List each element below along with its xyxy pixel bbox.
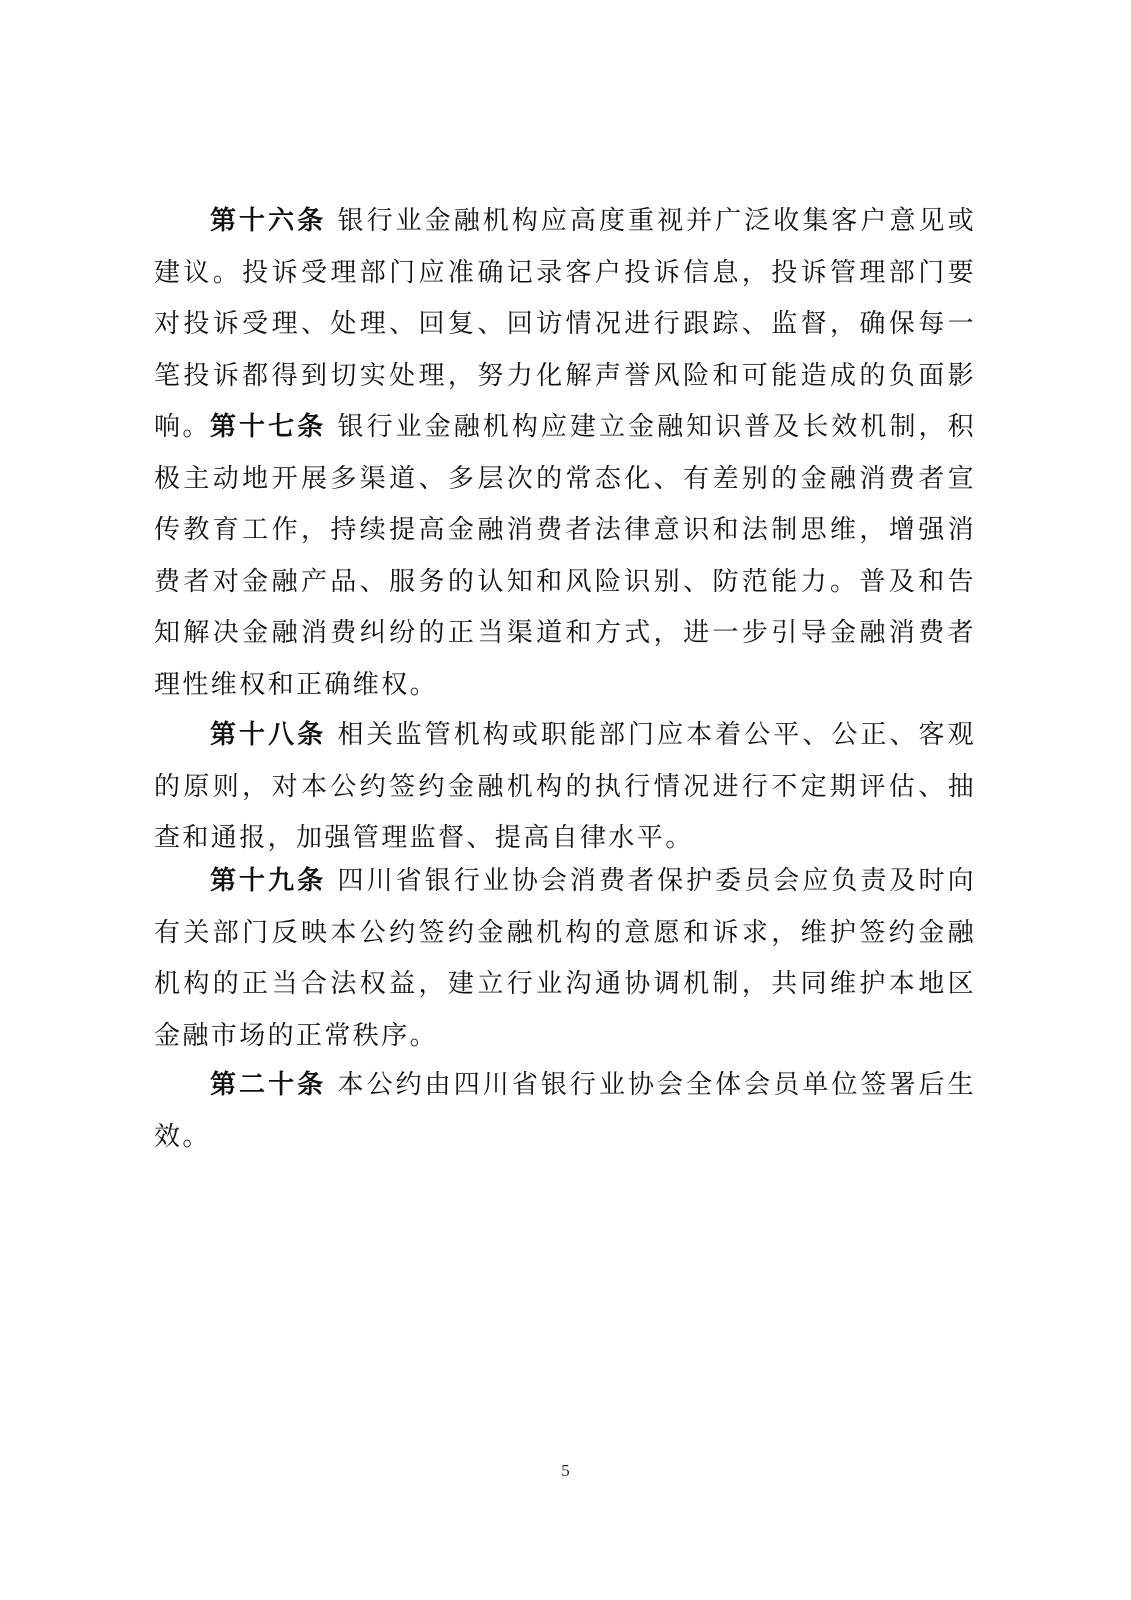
article-19-body: 四川省银行业协会消费者保护委员会应负责及时向有关部门反映本公约签约金融机构的意愿和诉求，维护签约金融机构的正当合法权益，建立行业沟通协调机制，共同维护本地区金融市场的正常秩序。: [154, 866, 976, 1051]
page-number: 5: [561, 1461, 570, 1480]
article-20: [154, 1060, 976, 1163]
article-20-heading: 第二十条: [210, 1070, 327, 1100]
article-18-body: 相关监管机构或职能部门应本着公平、公正、客观的原则，对本公约签约金融机构的执行情况进行不定期评估、抽查和通报，加强管理监督、提高自律水平。: [154, 720, 976, 853]
article-20-body: 本公约由四川省银行业协会全体会员单位签署后生效。: [154, 1070, 976, 1152]
article-19: [154, 856, 976, 1062]
article-17-body: 银行业金融机构应建立金融知识普及长效机制，积极主动地开展多渠道、多层次的常态化、有差别的金融消费者宣传教育工作，持续提高金融消费者法律意识和法制思维，增强消费者对金融产品、服务的认知和风险识别、防范能力。普及和告知解决金融消费纠纷的正当渠道和方式，进一步引导金融消费者理性维权和正确维权。: [154, 412, 976, 700]
article-17: [154, 402, 976, 711]
article-19-heading: 第十九条: [210, 866, 327, 896]
article-16-body: 银行业金融机构应高度重视并广泛收集客户意见或建议。投诉受理部门应准确记录客户投诉信息，投诉管理部门要对投诉受理、处理、回复、回访情况进行跟踪、监督，确保每一笔投诉都得到切实处理，努力化解声誉风险和可能造成的负面影响。: [154, 206, 976, 442]
article-18-heading: 第十八条: [210, 720, 327, 750]
article-18: [154, 710, 976, 865]
article-16-heading: 第十六条: [210, 206, 327, 236]
article-17-heading: 第十七条: [210, 412, 327, 442]
